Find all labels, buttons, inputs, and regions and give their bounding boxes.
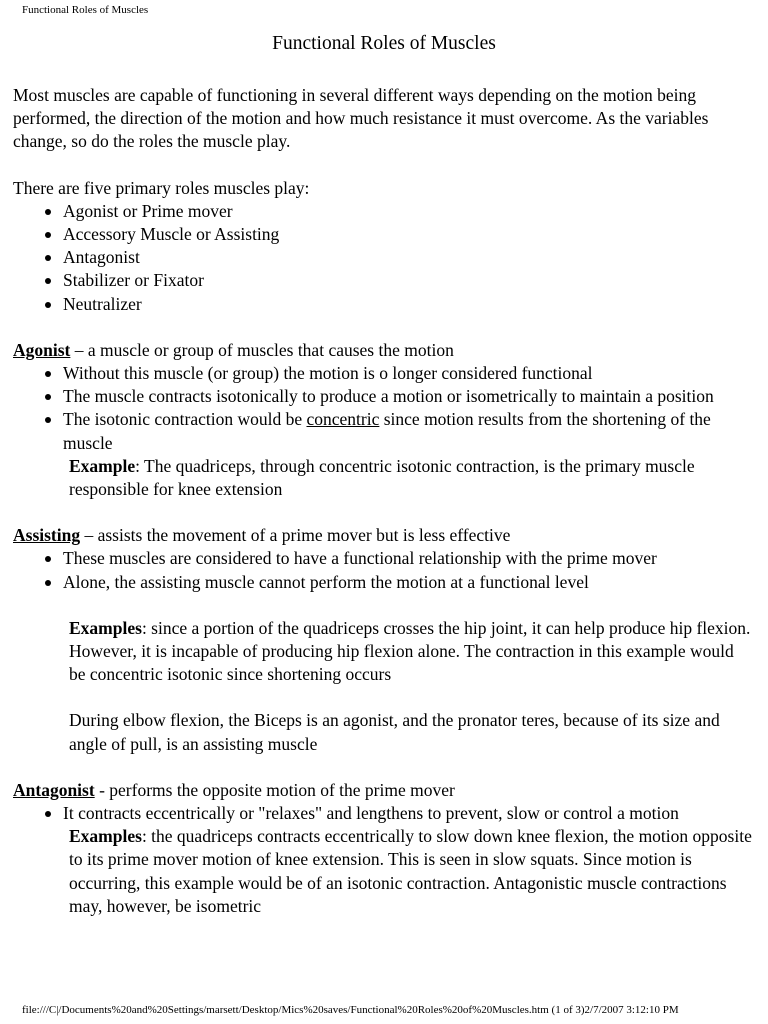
document-body — [13, 84, 753, 918]
antagonist-definition: Antagonist - performs the opposite motion of the prime mover — [13, 779, 455, 800]
list-item: Antagonist — [63, 246, 753, 269]
list-item: Alone, the assisting muscle cannot perform the motion at a functional level — [63, 571, 753, 594]
assisting-definition: Assisting – assists the movement of a prime mover but is less effective — [13, 525, 511, 546]
assisting-list — [13, 547, 753, 593]
antagonist-example: Examples: the quadriceps contracts eccentrically to slow down knee flexion, the motion opposite to its prime mover motion of knee extension. This is seen in slow squats. Since motion is occurring, this example would be of an isotonic contraction. Antagonistic muscle contractions may, however, be isometric — [69, 826, 752, 916]
intro-paragraph: Most muscles are capable of functioning in several different ways depending on the motion being performed, the direction of the motion and how much resistance it must overcome. As the variables change, so do the roles the muscle play. — [13, 85, 709, 152]
assisting-example: Examples: since a portion of the quadriceps crosses the hip joint, it can help produce hip flexion. However, it is incapable of producing hip flexion alone. The contraction in this example would be concentric isotonic since shortening occurs — [69, 617, 751, 685]
list-item: Agonist or Prime mover — [63, 200, 753, 223]
document-title: Functional Roles of Muscles — [272, 33, 496, 54]
antagonist-list — [13, 802, 753, 825]
antagonist-term: Antagonist — [13, 779, 95, 800]
agonist-list — [13, 362, 753, 455]
list-item: Neutralizer — [63, 293, 753, 316]
page-footer-path: file:///C|/Documents%20and%20Settings/marsett/Desktop/Mics%20saves/Functional%20Roles%20of%20Muscles.htm (1 of 3)2/7/2007 3:12:10 PM — [22, 1004, 679, 1016]
agonist-definition: Agonist – a muscle or group of muscles that causes the motion — [13, 339, 454, 360]
roles-intro: There are five primary roles muscles play: — [13, 177, 310, 198]
list-item: The isotonic contraction would be concentric since motion results from the shortening of the muscle — [63, 408, 753, 454]
roles-list — [13, 200, 753, 316]
list-item: It contracts eccentrically or "relaxes" and lengthens to prevent, slow or control a motion — [63, 802, 753, 825]
concentric-link[interactable]: concentric — [306, 409, 380, 430]
list-item: The muscle contracts isotonically to produce a motion or isometrically to maintain a position — [63, 385, 753, 408]
assisting-example-2: During elbow flexion, the Biceps is an agonist, and the pronator teres, because of its size and angle of pull, is an assisting muscle — [69, 710, 720, 754]
list-item: These muscles are considered to have a functional relationship with the prime mover — [63, 547, 753, 570]
list-item: Stabilizer or Fixator — [63, 269, 753, 292]
list-item: Without this muscle (or group) the motion is o longer considered functional — [63, 362, 753, 385]
list-item: Accessory Muscle or Assisting — [63, 223, 753, 246]
running-header: Functional Roles of Muscles — [22, 4, 149, 16]
agonist-example: Example: The quadriceps, through concentric isotonic contraction, is the primary muscle responsible for knee extension — [69, 455, 695, 500]
agonist-term: Agonist — [13, 339, 71, 360]
assisting-term: Assisting — [13, 525, 81, 546]
